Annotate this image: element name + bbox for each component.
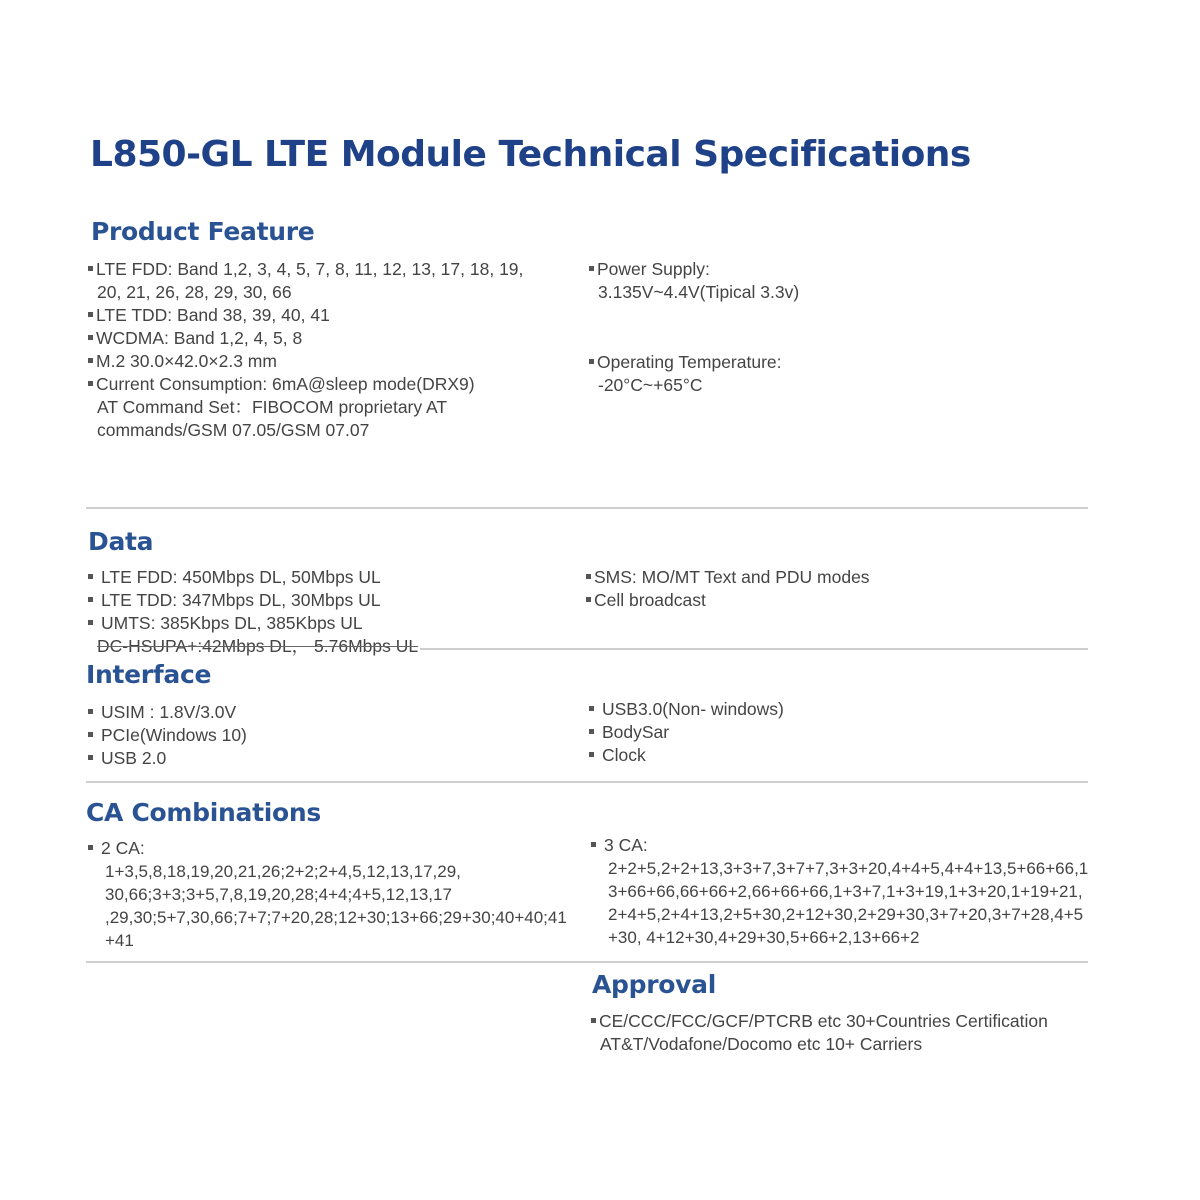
list-item: WCDMA: Band 1,2, 4, 5, 8 xyxy=(88,327,523,350)
list-item: CE/CCC/FCC/GCF/PTCRB etc 30+Countries Certification xyxy=(591,1010,1048,1033)
list-item: UMTS: 385Kbps DL, 385Kbps UL xyxy=(88,612,418,635)
list-item-continuation: 20, 21, 26, 28, 29, 30, 66 xyxy=(97,282,292,302)
ca-line: +41 xyxy=(105,931,134,950)
bullet-icon xyxy=(589,752,594,757)
ca-line: 2+2+5,2+2+13,3+3+7,3+7+7,3+3+20,4+4+5,4+4+13,5+66+66,1 xyxy=(608,859,1089,878)
list-item: LTE TDD: 347Mbps DL, 30Mbps UL xyxy=(88,589,418,612)
list-item: USB 2.0 xyxy=(88,747,247,770)
bullet-icon xyxy=(88,312,93,317)
bullet-icon xyxy=(88,709,93,714)
bullet-icon xyxy=(88,732,93,737)
interface-left-list xyxy=(88,701,247,770)
ca-line: +30, 4+12+30,4+29+30,5+66+2,13+66+2 xyxy=(608,928,920,947)
list-item-continuation: AT Command Set：FIBOCOM proprietary AT xyxy=(97,397,448,417)
bullet-icon xyxy=(589,266,594,271)
bullet-icon xyxy=(589,359,594,364)
page-title: L850-GL LTE Module Technical Specifications xyxy=(90,134,971,175)
approval-heading: Approval xyxy=(592,970,716,999)
bullet-icon xyxy=(591,842,596,847)
ca-line: 2+4+5,2+4+13,2+5+30,2+12+30,2+29+30,3+7+20,3+7+28,4+5 xyxy=(608,905,1084,924)
list-item: LTE FDD: Band 1,2, 3, 4, 5, 7, 8, 11, 12, 13, 17, 18, 19, xyxy=(88,258,523,281)
list-item-continuation: 3.135V~4.4V(Tipical 3.3v) xyxy=(598,282,800,302)
bullet-icon xyxy=(589,729,594,734)
bullet-icon xyxy=(589,706,594,711)
section-divider xyxy=(86,507,1088,509)
ca-line: 30,66;3+3;3+5,7,8,19,20,28;4+4;4+5,12,13,17 xyxy=(105,885,452,904)
list-item: M.2 30.0×42.0×2.3 mm xyxy=(88,350,523,373)
bullet-icon xyxy=(88,335,93,340)
ca-line: ,29,30;5+7,30,66;7+7;7+20,28;12+30;13+66;29+30;40+40;41 xyxy=(105,908,567,927)
bullet-icon xyxy=(88,755,93,760)
bullet-icon xyxy=(88,266,93,271)
bullet-icon xyxy=(88,845,93,850)
ca-combinations-heading: CA Combinations xyxy=(86,798,321,827)
data-left-list xyxy=(88,566,418,658)
list-item-continuation: commands/GSM 07.05/GSM 07.07 xyxy=(97,420,370,440)
list-item-continuation: -20°C~+65°C xyxy=(598,375,703,395)
bullet-icon xyxy=(88,620,93,625)
ca-line: 1+3,5,8,18,19,20,21,26;2+2;2+4,5,12,13,17,29, xyxy=(105,862,461,881)
section-divider xyxy=(86,961,1088,963)
list-item: LTE TDD: Band 38, 39, 40, 41 xyxy=(88,304,523,327)
product-feature-right-list xyxy=(589,258,799,304)
list-item: Operating Temperature: xyxy=(589,351,782,374)
list-item-continuation: DC-HSUPA+:42Mbps DL， 5.76Mbps UL xyxy=(97,636,419,656)
list-item: SMS: MO/MT Text and PDU modes xyxy=(586,566,870,589)
product-feature-heading: Product Feature xyxy=(91,217,315,246)
data-right-list xyxy=(586,566,870,612)
approval-list xyxy=(591,1010,1048,1056)
bullet-icon xyxy=(586,597,591,602)
section-divider xyxy=(420,648,1088,650)
product-feature-left-list xyxy=(88,258,523,442)
bullet-icon xyxy=(88,597,93,602)
list-item: USB3.0(Non- windows) xyxy=(589,698,784,721)
data-heading: Data xyxy=(88,527,154,556)
section-divider xyxy=(86,781,1088,783)
list-item: Clock xyxy=(589,744,784,767)
bullet-icon xyxy=(88,574,93,579)
ca-line: 3+66+66,66+66+2,66+66+66,1+3+7,1+3+19,1+3+20,1+19+21, xyxy=(608,882,1083,901)
list-item: Cell broadcast xyxy=(586,589,870,612)
list-item-continuation: AT&T/Vodafone/Docomo etc 10+ Carriers xyxy=(600,1034,923,1054)
product-feature-right-list-2 xyxy=(589,351,782,397)
ca-2-list xyxy=(88,837,567,952)
list-item: LTE FDD: 450Mbps DL, 50Mbps UL xyxy=(88,566,418,589)
list-item: 3 CA: xyxy=(591,834,1088,857)
list-item: PCIe(Windows 10) xyxy=(88,724,247,747)
list-item: USIM : 1.8V/3.0V xyxy=(88,701,247,724)
list-item: BodySar xyxy=(589,721,784,744)
interface-heading: Interface xyxy=(86,660,212,689)
interface-right-list xyxy=(589,698,784,767)
bullet-icon xyxy=(586,574,591,579)
bullet-icon xyxy=(88,381,93,386)
list-item: 2 CA: xyxy=(88,837,567,860)
bullet-icon xyxy=(88,358,93,363)
bullet-icon xyxy=(591,1018,596,1023)
list-item: Current Consumption: 6mA@sleep mode(DRX9) xyxy=(88,373,523,396)
ca-3-list xyxy=(591,834,1088,949)
list-item: Power Supply: xyxy=(589,258,799,281)
